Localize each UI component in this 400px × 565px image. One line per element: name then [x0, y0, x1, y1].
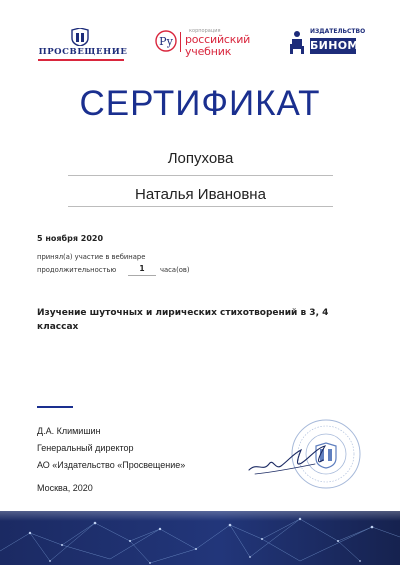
webinar-topic: Изучение шуточных и лирических стихотворений в 3, 4 классах — [37, 308, 329, 332]
binom-chair-icon — [288, 30, 306, 54]
signatory-role: Генеральный директор — [37, 443, 134, 453]
ru-wordmark-line1: российский — [185, 33, 251, 46]
recipient-surname: Лопухова — [167, 150, 234, 167]
prosveshchenie-underline — [38, 59, 124, 61]
signatory-organization: АО «Издательство «Просвещение» — [37, 460, 186, 470]
hours-underline — [128, 275, 156, 276]
svg-text:Ру: Ру — [159, 35, 173, 48]
prosveshchenie-logo — [38, 28, 128, 58]
binom-wordmark: БИНОМ — [310, 39, 359, 52]
given-names-underline — [68, 206, 333, 207]
prosveshchenie-wordmark: ПРОСВЕЩЕНИЕ — [38, 47, 128, 57]
surname-underline — [68, 175, 333, 176]
signature-icon — [245, 442, 345, 478]
footer-network-banner — [0, 511, 400, 565]
ru-divider — [180, 32, 181, 52]
certificate-title: СЕРТИФИКАТ — [79, 84, 321, 123]
recipient-given-names: Наталья Ивановна — [135, 186, 266, 203]
event-date: 5 ноября 2020 — [37, 234, 104, 243]
prosveshchenie-emblem-icon — [70, 28, 90, 46]
accent-bar — [37, 406, 73, 408]
ru-corporation-label: корпорация — [189, 28, 221, 34]
hours-unit: часа(ов) — [160, 266, 190, 274]
signatory-name: Д.А. Климишин — [37, 426, 101, 436]
participation-text: принял(а) участие в вебинаре — [37, 253, 146, 261]
russian-textbook-logo — [155, 28, 265, 56]
city-year: Москва, 2020 — [37, 483, 93, 493]
binom-logo — [288, 28, 366, 56]
ru-badge-icon — [155, 30, 177, 52]
binom-publisher-label: ИЗДАТЕЛЬСТВО — [310, 28, 366, 35]
duration-label: продолжительностью — [37, 266, 117, 274]
ru-wordmark-line2: учебник — [185, 45, 232, 58]
duration-hours: 1 — [139, 264, 145, 273]
